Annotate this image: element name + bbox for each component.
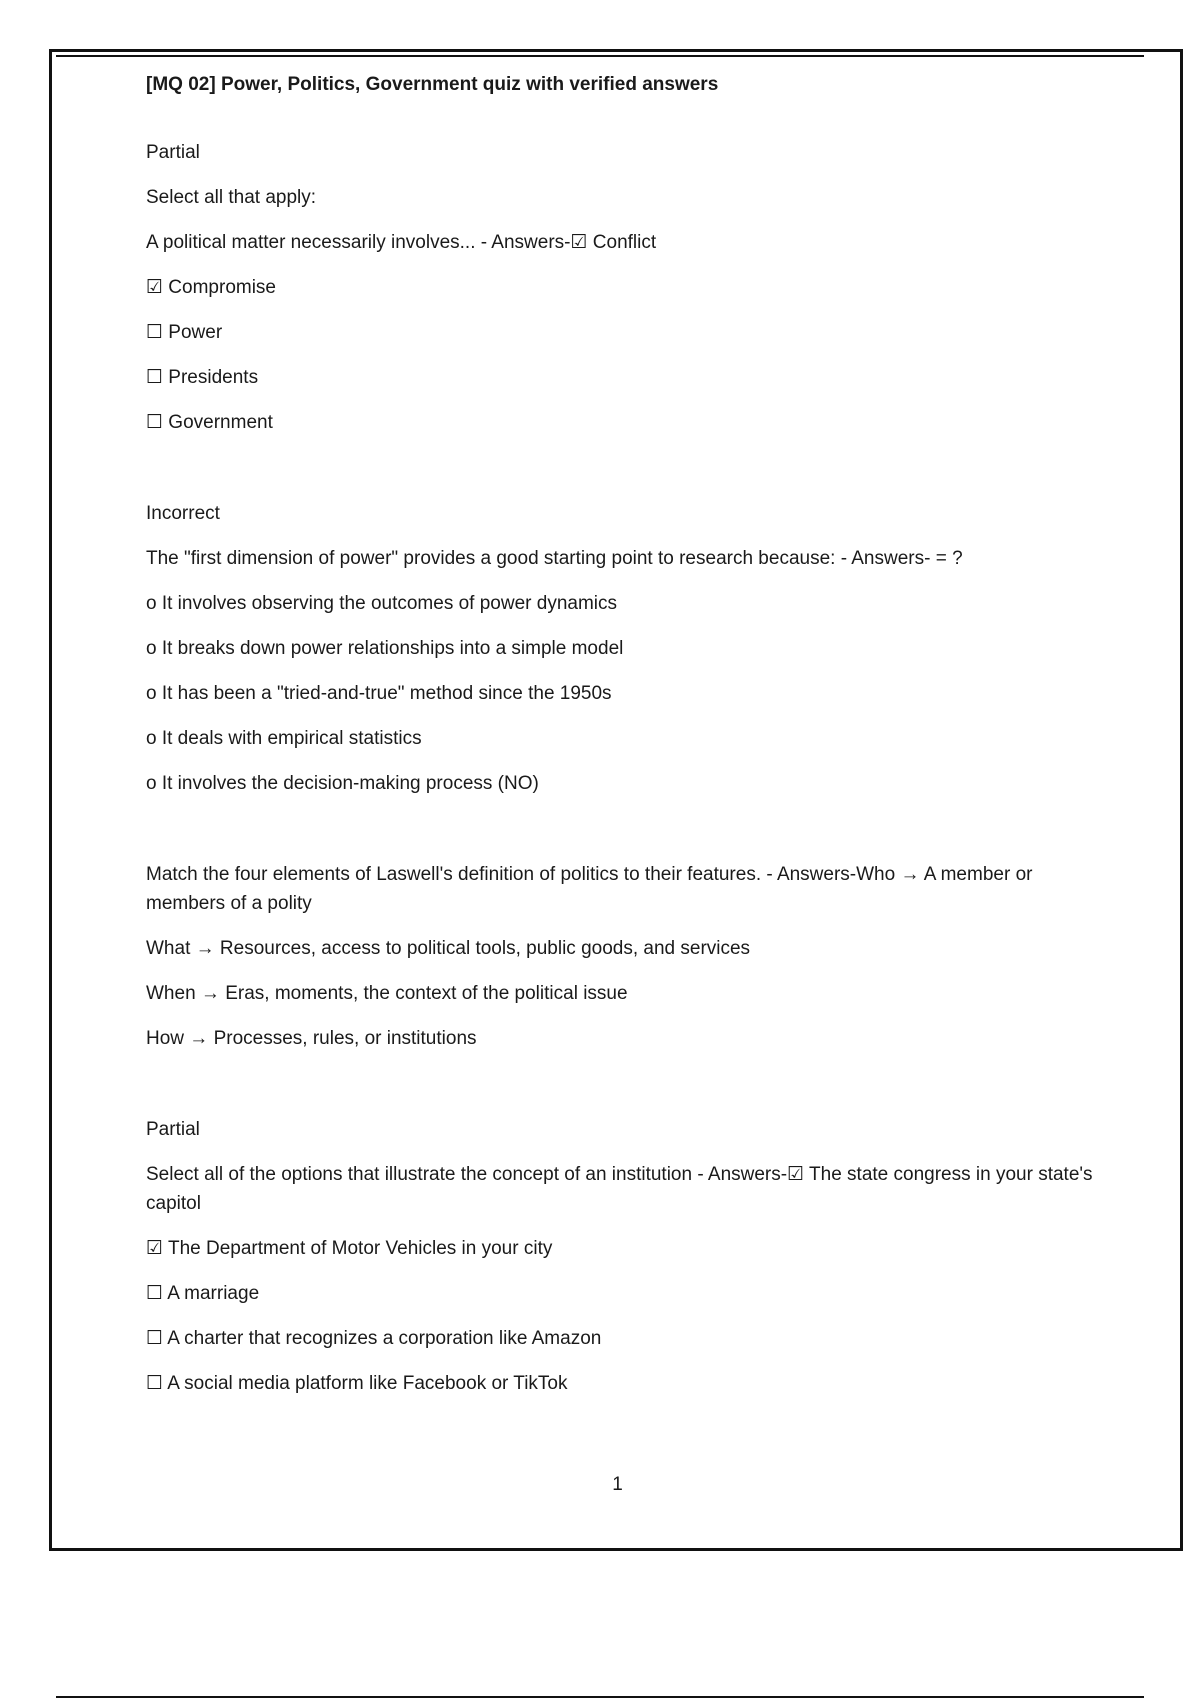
question-1-prompt: A political matter necessarily involves... - Answers-☑ Conflict xyxy=(146,232,657,253)
question-4-option: ☐ A social media platform like Facebook or TikTok xyxy=(146,1373,568,1394)
question-4-option: ☐ A marriage xyxy=(146,1283,260,1304)
question-3-prompt: Match the four elements of Laswell's definition of politics to their features. - Answers-Who → A member or members of a polity xyxy=(146,864,1038,914)
question-3-match: What → Resources, access to political tools, public goods, and services xyxy=(146,938,751,959)
question-2-option: o It has been a "tried-and-true" method since the 1950s xyxy=(146,683,612,704)
page-content xyxy=(146,72,1096,1414)
question-1-option: ☐ Government xyxy=(146,412,273,433)
question-2-status: Incorrect xyxy=(146,503,220,524)
question-1-option: ☐ Presidents xyxy=(146,367,259,388)
question-4-option: ☐ A charter that recognizes a corporation like Amazon xyxy=(146,1328,602,1349)
question-2-option: o It involves the decision-making process (NO) xyxy=(146,773,539,794)
question-2-option: o It deals with empirical statistics xyxy=(146,728,422,749)
question-1-instruction: Select all that apply: xyxy=(146,187,317,208)
page-number: 1 xyxy=(612,1474,623,1495)
question-3-match: How → Processes, rules, or institutions xyxy=(146,1028,477,1049)
question-4-prompt: Select all of the options that illustrate the concept of an institution - Answers-☑ The state congress in your state's capitol xyxy=(146,1164,1098,1214)
question-block-3 xyxy=(146,860,1096,1053)
question-1-status: Partial xyxy=(146,142,200,163)
question-block-4 xyxy=(146,1115,1096,1398)
question-1-option: ☐ Power xyxy=(146,322,223,343)
header-rule xyxy=(56,55,1144,57)
question-block-2 xyxy=(146,499,1096,798)
question-1-option: ☑ Compromise xyxy=(146,277,277,298)
footer-rule xyxy=(56,1696,1144,1698)
question-4-option: ☑ The Department of Motor Vehicles in your city xyxy=(146,1238,553,1259)
question-2-prompt: The "first dimension of power" provides a good starting point to research because: - Answers- = ? xyxy=(146,548,963,569)
question-block-1 xyxy=(146,138,1096,437)
document-title: [MQ 02] Power, Politics, Government quiz with verified answers xyxy=(146,74,719,95)
question-2-option: o It involves observing the outcomes of power dynamics xyxy=(146,593,618,614)
question-2-option: o It breaks down power relationships into a simple model xyxy=(146,638,624,659)
question-4-status: Partial xyxy=(146,1119,200,1140)
question-3-match: When → Eras, moments, the context of the political issue xyxy=(146,983,628,1004)
